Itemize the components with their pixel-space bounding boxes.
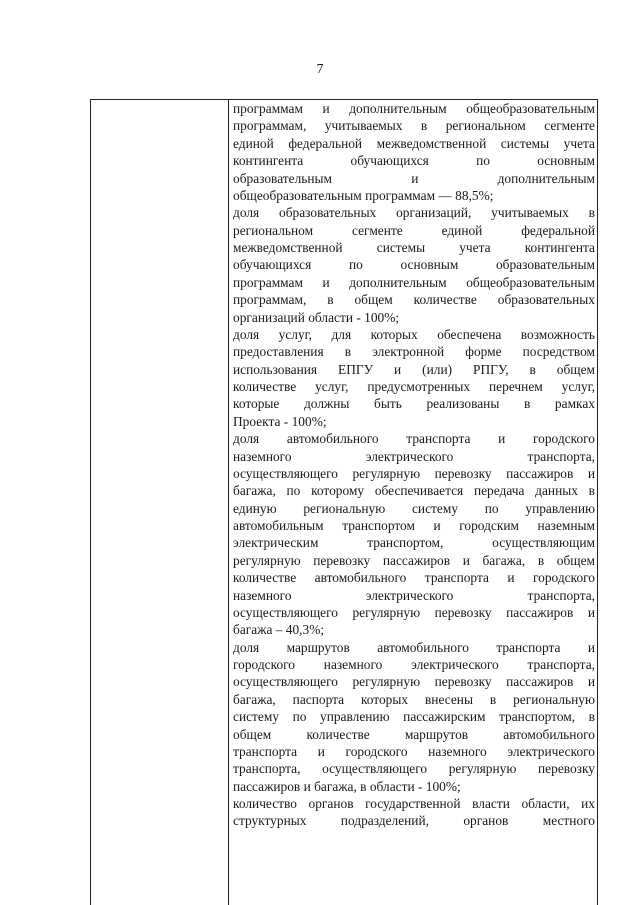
text-line: общеобразовательным программам — 88,5%; [233, 187, 494, 203]
text-line: образовательным и дополнительным [233, 170, 595, 186]
text-line: доля автомобильного транспорта и городского [233, 431, 595, 447]
text-line: организаций области - 100%; [233, 309, 400, 325]
text-line: наземного электрического транспорта, [233, 587, 595, 603]
text-line: доля маршрутов автомобильного транспорта и [233, 639, 595, 655]
text-line: количестве автомобильного транспорта и городского [233, 570, 595, 586]
text-line: количестве услуг, предусмотренных перечнем услуг, [233, 379, 595, 394]
text-line: которые должны быть реализованы в рамках [233, 396, 595, 412]
table-right-column [229, 100, 597, 905]
text-line: осуществляющего регулярную перевозку пассажиров и [233, 674, 595, 690]
text-line: единую региональную систему по управлению [233, 500, 595, 516]
table-left-column [91, 100, 229, 905]
text-line: доля образовательных организаций, учитываемых в [233, 205, 595, 221]
text-line: программам, учитываемых в региональном сегменте [233, 118, 595, 134]
page-number: 7 [316, 62, 324, 77]
text-line: осуществляющего регулярную перевозку пассажиров и [233, 465, 595, 481]
text-line: Проекта - 100%; [233, 413, 327, 429]
text-line: использования ЕПГУ и (или) РПГУ, в общем [233, 361, 595, 377]
text-line: автомобильным транспортом и городским наземным [233, 518, 595, 533]
text-line: общем количестве маршрутов автомобильного [233, 726, 595, 742]
text-line: багажа – 40,3%; [233, 622, 325, 638]
text-line: единой федеральной межведомственной системы учета [233, 135, 595, 151]
text-line: доля услуг, для которых обеспечена возможность [233, 326, 595, 342]
text-line: обучающихся по основным образовательным [233, 257, 595, 273]
text-line: систему по управлению пассажирским транспортом, в [233, 709, 595, 725]
text-line: программам, в общем количестве образовательных [233, 292, 595, 308]
text-line: электрическим транспортом, осуществляющим [233, 535, 595, 551]
text-line: наземного электрического транспорта, [233, 448, 595, 464]
text-line: пассажиров и багажа, в области - 100%; [233, 778, 461, 794]
text-line: транспорта и городского наземного электрического [233, 743, 595, 759]
text-line: багажа, паспорта которых внесены в региональную [233, 691, 595, 707]
text-line: программам и дополнительным общеобразовательным [233, 274, 595, 290]
text-line: межведомственной системы учета контингента [233, 240, 595, 255]
text-line: регулярную перевозку пассажиров и багажа, в общем [233, 552, 595, 568]
text-line: региональном сегменте единой федеральной [233, 222, 595, 238]
text-line: контингента обучающихся по основным [233, 153, 595, 169]
text-line: предоставления в электронной форме посредством [233, 344, 595, 360]
text-line: программам и дополнительным общеобразовательным [233, 101, 595, 116]
text-line: городского наземного электрического транспорта, [233, 657, 595, 672]
document-table [90, 99, 598, 905]
text-line: структурных подразделений, органов местного [233, 813, 595, 829]
text-line: багажа, по которому обеспечивается передача данных в [233, 483, 595, 499]
text-line: количество органов государственной власти области, их [233, 796, 595, 811]
text-line: транспорта, осуществляющего регулярную перевозку [233, 761, 595, 777]
text-line: осуществляющего регулярную перевозку пассажиров и [233, 604, 595, 620]
